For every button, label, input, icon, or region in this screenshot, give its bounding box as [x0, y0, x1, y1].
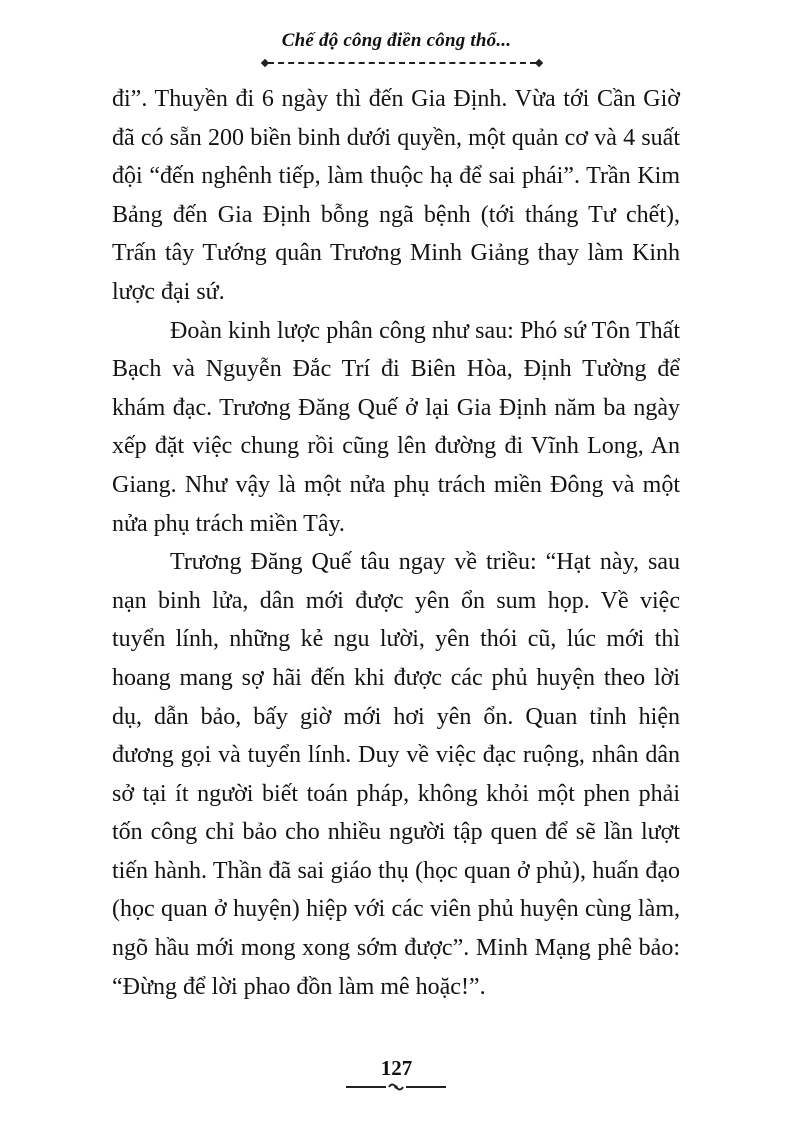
divider-dashed-line [268, 62, 536, 64]
ornament-line-left [346, 1086, 386, 1088]
running-header: Chế độ công điền công thổ... [281, 30, 512, 51]
body-text [112, 80, 680, 1006]
ornament-line-right [406, 1086, 446, 1088]
paragraph-1: đi”. Thuyền đi 6 ngày thì đến Gia Định. Vừa tới Cần Giờ đã có sẵn 200 biền binh dưới quyền, một quản cơ và 4 suất đội “đến nghênh tiếp, làm thuộc hạ để sai phái”. Trần Kim Bảng đến Gia Định bỗng ngã bệnh (tới tháng Tư chết), Trấn tây Tướng quân Trương Minh Giảng thay làm Kinh lược đại sứ. [112, 86, 680, 305]
footer-ornament [346, 1080, 446, 1094]
divider-diamond-right [535, 59, 543, 67]
ornament-flourish-icon [388, 1081, 404, 1093]
page-number: 127 [380, 1056, 413, 1080]
paragraph-2: Đoàn kinh lược phân công như sau: Phó sứ Tôn Thất Bạch và Nguyễn Đắc Trí đi Biên Hòa, Định Tường để khám đạc. Trương Đăng Quế ở lại Gia Định năm ba ngày xếp đặt việc chung rồi cũng lên đường đi Vĩnh Long, An Giang. Như vậy là một nửa phụ trách miền Đông và một nửa phụ trách miền Tây. [112, 317, 680, 537]
header-divider [262, 58, 542, 68]
paragraph-3: Trương Đăng Quế tâu ngay về triều: “Hạt này, sau nạn binh lửa, dân mới được yên ổn sum họp. Về việc tuyển lính, những kẻ ngu lười, yên thói cũ, lúc mới thì hoang mang sợ hãi đến khi được các phủ huyện theo lời dụ, dẫn bảo, bấy giờ mới hơi yên ổn. Quan tỉnh hiện đương gọi và tuyển lính. Duy về việc đạc ruộng, nhân dân sở tại ít người biết toán pháp, không khỏi một phen phải tốn công chỉ bảo cho nhiều người tập quen để sẽ lần lượt tiến hành. Thần đã sai giáo thụ (học quan ở phủ), huấn đạo (học quan ở huyện) hiệp với các viên phủ huyện cùng làm, ngõ hầu mới mong xong sớm được”. Minh Mạng phê bảo: “Đừng để lời phao đồn làm mê hoặc!”. [112, 549, 680, 1000]
